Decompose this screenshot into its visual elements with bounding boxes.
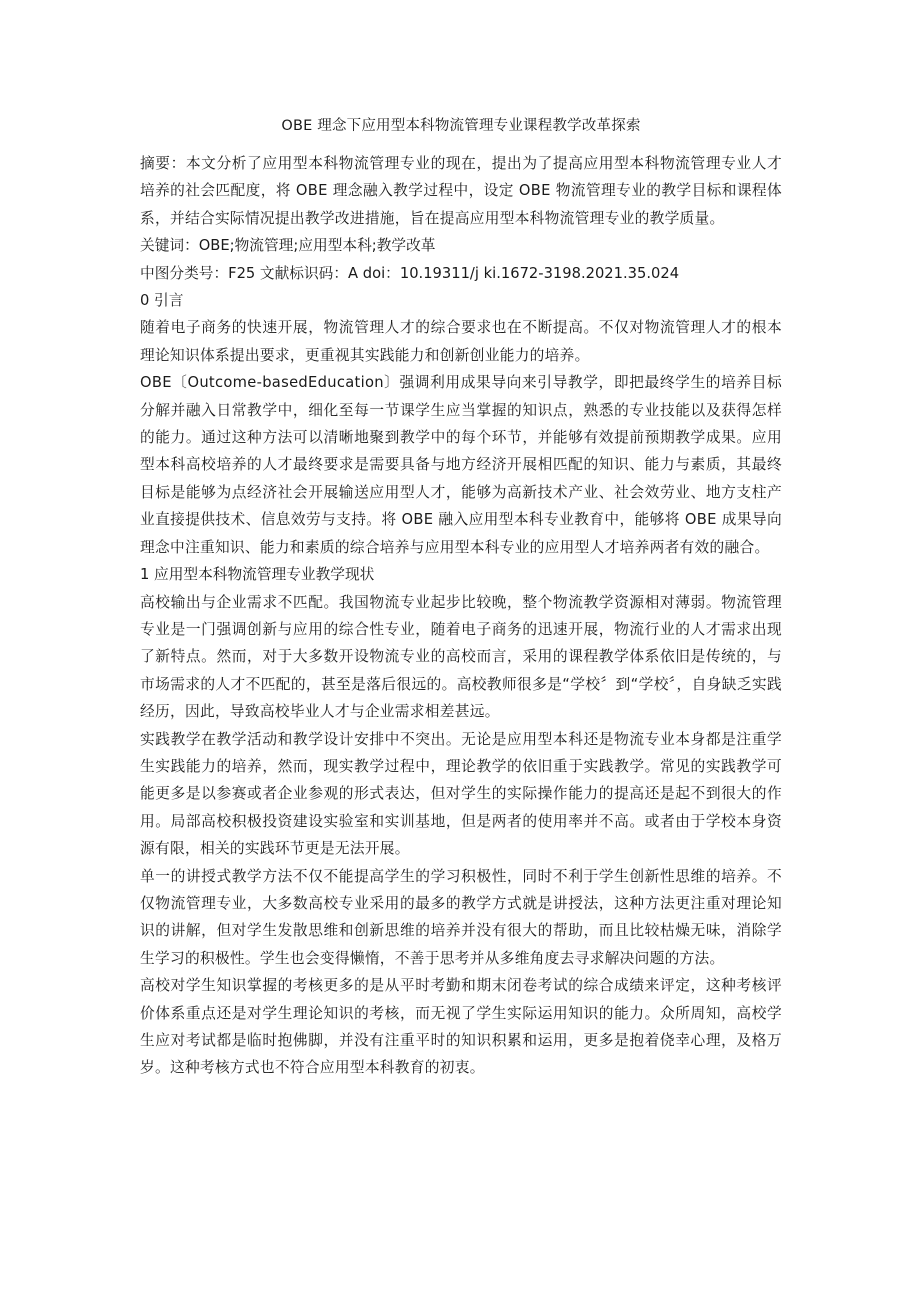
body-paragraph: 随着电子商务的快速开展，物流管理人才的综合要求也在不断提高。不仅对物流管理人才的根本理论知识体系提出要求，更重视其实践能力和创新创业能力的培养。	[140, 319, 782, 364]
body-paragraph: 高校对学生知识掌握的考核更多的是从平时考勤和期末闭卷考试的综合成绩来评定，这种考核评价体系重点还是对学生理论知识的考核，而无视了学生实际运用知识的能力。众所周知，高校学生应对考试都是临时抱佛脚，并没有注重平时的知识积累和运用，更多是抱着侥幸心理，及格万岁。这种考核方式也不符合应用型本科教育的初衷。	[140, 977, 782, 1077]
body-paragraph: 高校输出与企业需求不匹配。我国物流专业起步比较晚，整个物流教学资源相对薄弱。物流管理专业是一门强调创新与应用的综合性专业，随着电子商务的迅速开展，物流行业的人才需求出现了新特点。然而，对于大多数开设物流专业的高校而言，采用的课程教学体系依旧是传统的，与市场需求的人才不匹配的，甚至是落后很远的。高校教师很多是“学校〞到“学校〞，自身缺乏实践经历，因此，导致高校毕业人才与企业需求相差甚远。	[140, 593, 782, 721]
abstract-paragraph: 摘要：本文分析了应用型本科物流管理专业的现在，提出为了提高应用型本科物流管理专业人才培养的社会匹配度，将 OBE 理念融入教学过程中，设定 OBE 物流管理专业的教学目标和课程体系，并结合实际情况提出教学改进措施，旨在提高应用型本科物流管理专业的教学质量。	[140, 155, 782, 227]
keywords-line: 关键词：OBE;物流管理;应用型本科;教学改革	[140, 237, 436, 255]
body-paragraph: OBE〔Outcome-basedEducation〕强调利用成果导向来引导教学，即把最终学生的培养目标分解并融入日常教学中，细化至每一节课学生应当掌握的知识点，熟悉的专业技能以及获得怎样的能力。通过这种方法可以清晰地聚到教学中的每个环节，并能够有效提前预期教学成果。应用型本科高校培养的人才最终要求是需要具备与地方经济开展相匹配的知识、能力与素质，其最终目标是能够为点经济社会开展输送应用型人才，能够为高新技术产业、社会效劳业、地方支柱产业直接提供技术、信息效劳与支持。将 OBE 融入应用型本科专业教育中，能够将 OBE 成果导向理念中注重知识、能力和素质的综合培养与应用型本科专业的应用型人才培养两者有效的融合。	[140, 374, 782, 556]
body-paragraph: 单一的讲授式教学方法不仅不能提高学生的学习积极性，同时不利于学生创新性思维的培养。不仅物流管理专业，大多数高校专业采用的最多的教学方式就是讲授法，这种方法更注重对理论知识的讲解，但对学生发散思维和创新思维的培养并没有很大的帮助，而且比较枯燥无味，消除学生学习的积极性。学生也会变得懒惰，不善于思考并从多维角度去寻求解决问题的方法。	[140, 867, 782, 967]
section-heading-status: 1 应用型本科物流管理专业教学现状	[140, 566, 375, 584]
document-page	[140, 112, 782, 1082]
classification-line: 中图分类号：F25 文献标识码：A doi：10.19311/j ki.1672-3198.2021.35.024	[140, 264, 680, 282]
document-title: OBE 理念下应用型本科物流管理专业课程教学改革探索	[281, 118, 641, 134]
section-heading-introduction: 0 引言	[140, 292, 184, 310]
body-paragraph: 实践教学在教学活动和教学设计安排中不突出。无论是应用型本科还是物流专业本身都是注重学生实践能力的培养，然而，现实教学过程中，理论教学的依旧重于实践教学。常见的实践教学可能更多是以参赛或者企业参观的形式表达，但对学生的实际操作能力的提高还是起不到很大的作用。局部高校积极投资建设实验室和实训基地，但是两者的使用率并不高。或者由于学校本身资源有限，相关的实践环节更是无法开展。	[140, 730, 782, 858]
